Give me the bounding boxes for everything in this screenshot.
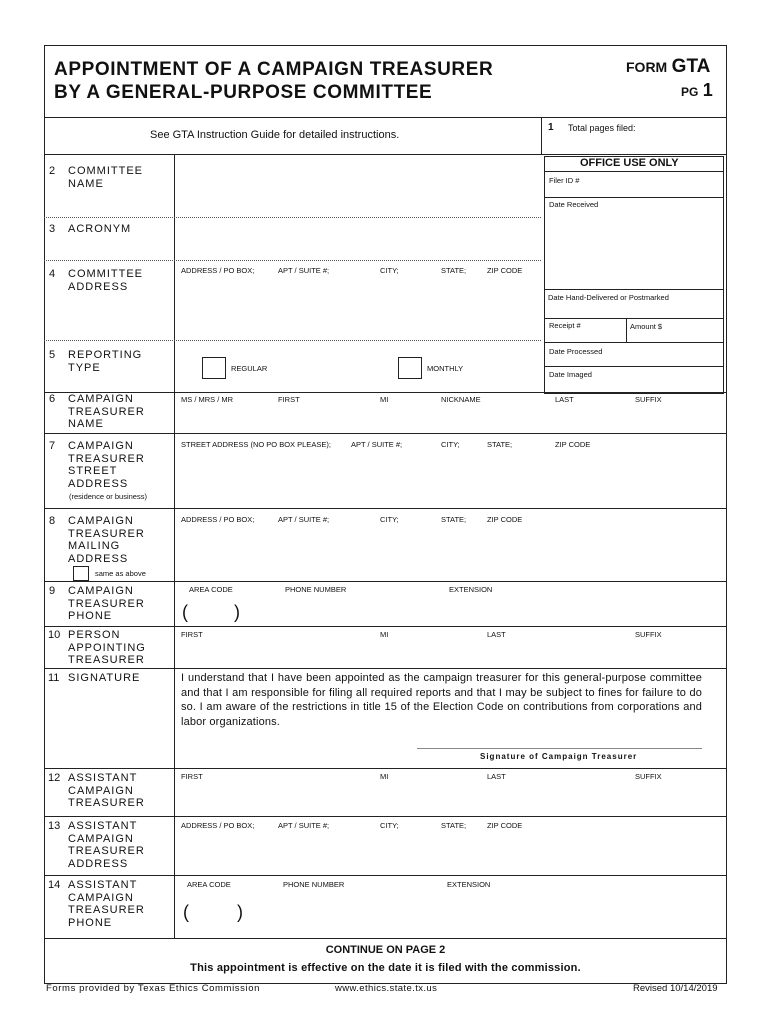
treasurer-mailing-label: CAMPAIGN TREASURER MAILING ADDRESS [68, 515, 145, 565]
person-appointing-field[interactable] [176, 640, 724, 666]
assistant-address-field[interactable] [176, 832, 724, 872]
residence-note: (residence or business) [69, 492, 147, 501]
filer-id-label: Filer ID # [549, 176, 580, 185]
sec6-num: 6 [49, 393, 56, 405]
field-last: LAST [487, 630, 506, 639]
assistant-treasurer-label: ASSISTANT CAMPAIGN TREASURER [68, 772, 145, 809]
assistant-address-label: ASSISTANT CAMPAIGN TREASURER ADDRESS [68, 820, 145, 870]
field-city: CITY; [380, 821, 399, 830]
field-apt: APT / SUITE #; [278, 515, 330, 524]
revised-date: Revised 10/14/2019 [633, 983, 718, 994]
form-title-line2: BY A GENERAL-PURPOSE COMMITTEE [54, 82, 433, 103]
field-state: STATE; [441, 821, 467, 830]
field-state: STATE; [441, 515, 467, 524]
person-appointing-label: PERSON APPOINTING TREASURER [68, 629, 146, 666]
form-title-line1: APPOINTMENT OF A CAMPAIGN TREASURER [54, 59, 494, 80]
field-apt: APT / SUITE #; [351, 440, 403, 449]
sec13-num: 13 [48, 820, 61, 832]
effective-notice: This appointment is effective on the date it is filed with the commission. [190, 962, 581, 974]
acronym-label: ACRONYM [68, 223, 132, 235]
total-pages-field[interactable] [640, 120, 720, 146]
sec5-num: 5 [49, 349, 56, 361]
date-hand-delivered-label: Date Hand-Delivered or Postmarked [548, 293, 669, 302]
field-apt: APT / SUITE #; [278, 266, 330, 275]
sec12-num: 12 [48, 772, 61, 784]
date-imaged-label: Date Imaged [549, 370, 592, 379]
field-last: LAST [487, 772, 506, 781]
treasurer-phone-label: CAMPAIGN TREASURER PHONE [68, 585, 145, 622]
field-state: STATE; [487, 440, 513, 449]
regular-checkbox[interactable] [202, 357, 226, 379]
field-zip: ZIP CODE [487, 821, 523, 830]
reporting-type-label: REPORTING TYPE [68, 349, 143, 374]
signature-label: SIGNATURE [68, 672, 141, 684]
assistant-phone-field[interactable] [190, 900, 610, 924]
sec7-num: 7 [49, 440, 56, 452]
field-phone-number: PHONE NUMBER [283, 880, 345, 889]
signature-field[interactable] [417, 725, 702, 747]
amount-label: Amount $ [630, 322, 663, 331]
monthly-label: MONTHLY [427, 364, 464, 373]
field-area-code: AREA CODE [189, 585, 233, 594]
office-use-box [544, 156, 724, 394]
treasurer-phone-field[interactable] [190, 600, 610, 622]
sec4-num: 4 [49, 268, 56, 280]
form-code-value: GTA [671, 56, 711, 77]
field-city: CITY; [380, 266, 399, 275]
sec2-num: 2 [49, 165, 56, 177]
paren-close: ) [234, 602, 240, 622]
committee-name-field[interactable] [176, 156, 540, 217]
treasurer-mailing-field[interactable] [176, 526, 724, 578]
total-pages-label: Total pages filed: [568, 123, 636, 133]
field-extension: EXTENSION [447, 880, 491, 889]
committee-address-field[interactable] [176, 276, 540, 338]
field-last: LAST [555, 395, 574, 404]
signature-caption: Signature of Campaign Treasurer [480, 752, 638, 761]
field-extension: EXTENSION [449, 585, 493, 594]
form-word: FORM [626, 59, 668, 75]
paren-open: ( [183, 902, 189, 922]
continue-notice: CONTINUE ON PAGE 2 [325, 944, 446, 956]
field-suffix: SUFFIX [635, 630, 662, 639]
field-nickname: NICKNAME [441, 395, 481, 404]
regular-label: REGULAR [231, 364, 268, 373]
field-suffix: SUFFIX [635, 395, 662, 404]
field-zip: ZIP CODE [555, 440, 591, 449]
field-suffix: SUFFIX [635, 772, 662, 781]
form-code [626, 56, 710, 78]
field-state: STATE; [441, 266, 467, 275]
field-city: CITY; [441, 440, 460, 449]
paren-open: ( [182, 602, 188, 622]
field-mi: MI [380, 630, 389, 639]
sec8-num: 8 [49, 515, 56, 527]
instruction-text: See GTA Instruction Guide for detailed instructions. [150, 129, 400, 141]
total-pages-num: 1 [548, 122, 554, 133]
field-address: ADDRESS / PO BOX; [181, 266, 255, 275]
field-mi: MI [380, 395, 389, 404]
office-use-title: OFFICE USE ONLY [580, 157, 679, 169]
field-phone-number: PHONE NUMBER [285, 585, 347, 594]
treasurer-name-label: CAMPAIGN TREASURER NAME [68, 393, 145, 430]
field-ms-mrs-mr: MS / MRS / MR [181, 395, 234, 404]
same-as-above-checkbox[interactable] [73, 566, 89, 581]
committee-name-label: COMMITTEE NAME [68, 165, 143, 190]
sec3-num: 3 [49, 223, 56, 235]
receipt-label: Receipt # [549, 321, 581, 330]
sec9-num: 9 [49, 585, 56, 597]
field-area-code: AREA CODE [187, 880, 231, 889]
field-city: CITY; [380, 515, 399, 524]
field-zip: ZIP CODE [487, 266, 523, 275]
field-apt: APT / SUITE #; [278, 821, 330, 830]
treasurer-street-field[interactable] [176, 450, 724, 504]
date-received-label: Date Received [549, 200, 599, 209]
treasurer-street-label: CAMPAIGN TREASURER STREET ADDRESS [68, 440, 145, 490]
sec14-num: 14 [48, 879, 61, 891]
field-address: ADDRESS / PO BOX; [181, 821, 255, 830]
sec11-num: 11 [48, 672, 60, 684]
field-mi: MI [380, 772, 389, 781]
assistant-phone-label: ASSISTANT CAMPAIGN TREASURER PHONE [68, 879, 145, 929]
date-processed-label: Date Processed [549, 347, 603, 356]
field-zip: ZIP CODE [487, 515, 523, 524]
paren-close: ) [237, 902, 243, 922]
committee-address-label: COMMITTEE ADDRESS [68, 268, 143, 293]
provider-text: Forms provided by Texas Ethics Commission [46, 983, 260, 994]
sec10-num: 10 [48, 629, 61, 641]
field-first: FIRST [181, 772, 203, 781]
page-number [681, 80, 713, 101]
pg-num: 1 [702, 80, 713, 100]
field-address: ADDRESS / PO BOX; [181, 515, 255, 524]
acronym-field[interactable] [176, 219, 540, 259]
field-first: FIRST [278, 395, 300, 404]
assistant-treasurer-name-field[interactable] [176, 783, 724, 813]
field-first: FIRST [181, 630, 203, 639]
monthly-checkbox[interactable] [398, 357, 422, 379]
same-as-above-label: same as above [95, 569, 146, 578]
certification-text: I understand that I have been appointed as the campaign treasurer for this general-purpose committee and that I am responsible for filing all required reports and that I may be subject to fines for failure to do so. I am aware of the restrictions in title 15 of the Election Code on contributions from corporations and labor organizations. [181, 672, 702, 728]
pg-word: PG [681, 85, 699, 99]
website-link[interactable]: www.ethics.state.tx.us [335, 983, 438, 994]
treasurer-name-field[interactable] [176, 405, 724, 432]
field-street: STREET ADDRESS (NO PO BOX PLEASE); [181, 440, 331, 449]
